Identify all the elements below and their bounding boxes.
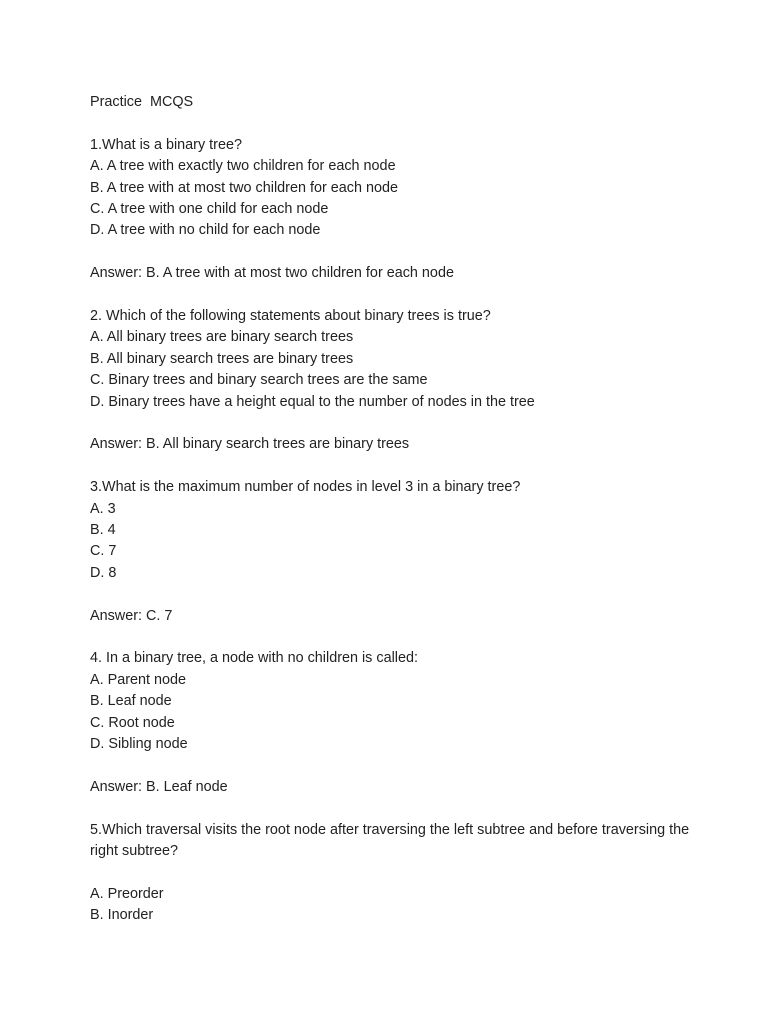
question-block-2 [90, 306, 710, 477]
option-b: B. 4 [90, 522, 116, 539]
answer-text: Answer: B. A tree with at most two children for each node [90, 265, 454, 282]
option-a: A. Parent node [90, 671, 187, 688]
question-block-4 [90, 648, 710, 819]
question-text: 5.Which traversal visits the root node after traversing the left subtree and before traversing the right subtree? [90, 821, 694, 860]
answer-text: Answer: C. 7 [90, 607, 173, 624]
spacer [90, 798, 710, 819]
question-text: 3.What is the maximum number of nodes in level 3 in a binary tree? [90, 479, 521, 496]
option-c: C. 7 [90, 543, 117, 560]
option-c: C. A tree with one child for each node [90, 201, 329, 218]
spacer [90, 413, 710, 434]
option-b: B. A tree with at most two children for each node [90, 179, 398, 196]
option-b: B. Inorder [90, 907, 154, 924]
question-text: 2. Which of the following statements about binary trees is true? [90, 308, 491, 325]
option-c: C. Root node [90, 714, 175, 731]
option-d: D. A tree with no child for each node [90, 222, 321, 239]
spacer [90, 456, 710, 477]
spacer [90, 862, 710, 883]
question-block-5 [90, 820, 710, 927]
option-b: B. Leaf node [90, 693, 172, 710]
option-a: A. 3 [90, 500, 116, 517]
question-text: 4. In a binary tree, a node with no children is called: [90, 650, 418, 667]
document-title: Practice MCQS [90, 94, 194, 110]
option-b: B. All binary search trees are binary trees [90, 350, 354, 367]
spacer [90, 755, 710, 776]
answer-text: Answer: B. Leaf node [90, 778, 228, 795]
option-a: A. Preorder [90, 885, 164, 902]
option-c: C. Binary trees and binary search trees are the same [90, 372, 428, 389]
document-page [90, 92, 710, 927]
spacer [90, 113, 710, 134]
answer-text: Answer: B. All binary search trees are binary trees [90, 436, 410, 453]
question-block-1 [90, 135, 710, 306]
option-d: D. Sibling node [90, 736, 188, 753]
spacer [90, 242, 710, 263]
option-a: A. All binary trees are binary search trees [90, 329, 354, 346]
option-d: D. Binary trees have a height equal to the number of nodes in the tree [90, 393, 535, 410]
option-d: D. 8 [90, 564, 117, 581]
spacer [90, 627, 710, 648]
spacer [90, 285, 710, 306]
option-a: A. A tree with exactly two children for each node [90, 158, 396, 175]
spacer [90, 584, 710, 605]
question-block-3 [90, 477, 710, 648]
question-text: 1.What is a binary tree? [90, 136, 242, 153]
